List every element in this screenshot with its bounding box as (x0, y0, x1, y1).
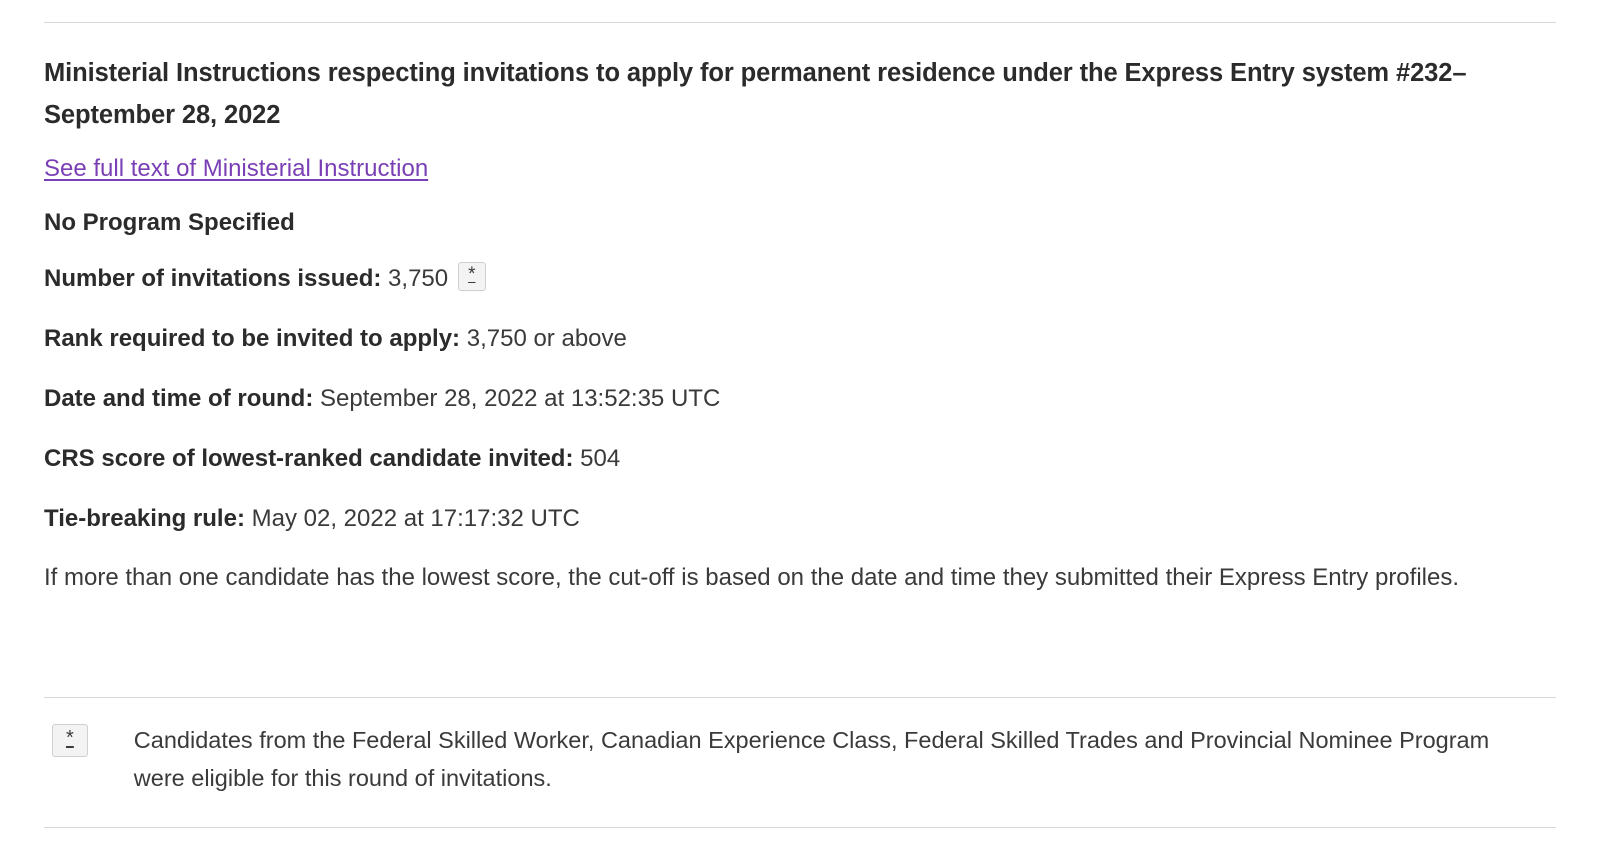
field-value: 504 (580, 444, 621, 472)
field-label: Tie-breaking rule: (44, 504, 245, 532)
round-details-section (44, 52, 1556, 595)
footnote-text: Candidates from the Federal Skilled Worker, Canadian Experience Class, Federal Skilled Trades and Provincial Nominee Program were eligible for this round of invitations. (133, 727, 1490, 791)
field-date-and-time (44, 381, 1556, 417)
tie-break-explanation: If more than one candidate has the lowest score, the cut-off is based on the date and time they submitted their Express Entry profiles. (44, 563, 1460, 591)
footnote-return-link[interactable]: * (52, 724, 88, 757)
field-label: Date and time of round: (44, 384, 314, 412)
field-value: 3,750 (388, 264, 449, 292)
see-full-text-link[interactable]: See full text of Ministerial Instruction (44, 154, 429, 182)
field-label: Rank required to be invited to apply: (44, 324, 461, 352)
page-title: Ministerial Instructions respecting invitations to apply for permanent residence under the Express Entry system #232– September 28, 2022 (44, 59, 1467, 130)
bottom-divider (44, 827, 1556, 828)
footnote (52, 722, 1556, 797)
field-value: 3,750 or above (466, 324, 627, 352)
program-label: No Program Specified (44, 208, 295, 236)
footnote-divider (44, 697, 1556, 698)
full-text-link-row (44, 155, 1556, 183)
field-rank-required (44, 321, 1556, 357)
field-tie-breaking-rule (44, 501, 1556, 537)
field-crs-score (44, 441, 1556, 477)
field-value: September 28, 2022 at 13:52:35 UTC (320, 384, 721, 412)
field-label: Number of invitations issued: (44, 264, 382, 292)
top-divider (44, 22, 1556, 23)
field-value: May 02, 2022 at 17:17:32 UTC (251, 504, 580, 532)
field-invitations-issued (44, 261, 1556, 297)
field-label: CRS score of lowest-ranked candidate invited: (44, 444, 574, 472)
footnote-reference-link[interactable]: * (458, 262, 485, 291)
